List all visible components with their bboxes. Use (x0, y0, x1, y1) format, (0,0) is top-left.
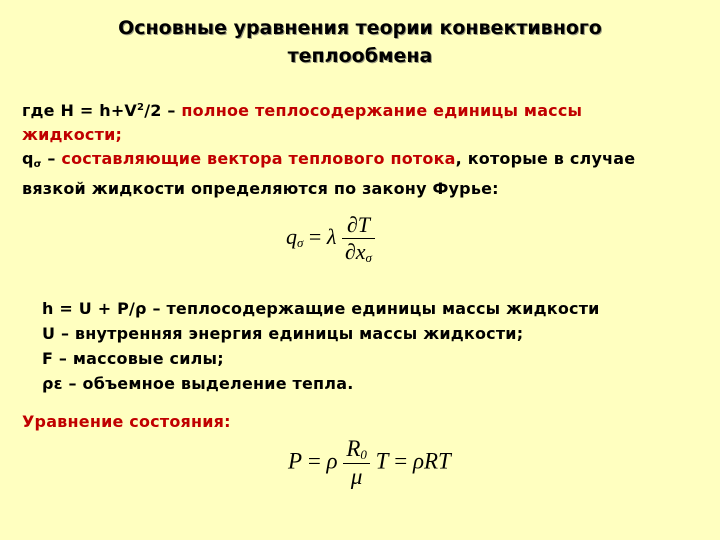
fourier-fraction (342, 212, 375, 266)
state-p: P (288, 448, 303, 474)
intro-line-1 (22, 96, 712, 123)
state-equals-1: = (302, 448, 327, 474)
intro-paragraph (22, 96, 712, 201)
intro-line-4: вязкой жидкости определяются по закону Фурье: (22, 179, 499, 198)
superscript-2: 2 (137, 102, 145, 113)
title-line-1: Основные уравнения теории конвективного (118, 17, 602, 39)
state-formula (288, 436, 451, 490)
fourier-den-main: ∂x (344, 239, 366, 264)
fourier-numerator: ∂T (342, 212, 375, 239)
definition-u: U – внутренняя энергия единицы массы жидкости; (42, 324, 524, 343)
state-numerator (343, 436, 370, 464)
fourier-denominator (342, 239, 375, 266)
fourier-q-sub: σ (297, 235, 304, 251)
state-fraction (343, 436, 370, 490)
fourier-equals: = (303, 224, 327, 250)
state-r: R (346, 436, 361, 461)
heat-flux-rest: , которые в случае (455, 149, 636, 168)
state-equals-2: = (388, 448, 413, 474)
heat-flux-dash: – (41, 149, 62, 168)
state-t: T (375, 448, 389, 474)
intro-line-3 (22, 147, 712, 177)
state-equation-label: Уравнение состояния: (22, 412, 231, 431)
state-denominator: μ (350, 464, 363, 489)
state-rhs: ρRT (412, 448, 451, 474)
state-r-sub: 0 (360, 447, 367, 462)
definition-h: h = U + P/ρ – теплосодержащие единицы массы жидкости (42, 299, 600, 318)
state-rho: ρ (326, 448, 338, 474)
heat-flux-symbol: q (22, 149, 34, 168)
slide-title (0, 14, 720, 70)
enthalpy-description: полное теплосодержание единицы массы (181, 101, 583, 120)
enthalpy-dash: /2 – (144, 101, 182, 120)
definition-rho-epsilon: ρε – объемное выделение тепла. (42, 374, 354, 393)
fourier-q: q (286, 224, 297, 250)
title-line-2: теплообмена (287, 45, 433, 67)
definition-f: F – массовые силы; (42, 349, 224, 368)
fourier-formula (286, 212, 375, 266)
definitions-list (42, 296, 712, 396)
intro-line-2: жидкости; (22, 125, 123, 144)
fourier-den-sub: σ (365, 250, 372, 265)
fourier-lambda: λ (326, 224, 337, 250)
heat-flux-description: составляющие вектора теплового потока (61, 149, 456, 168)
sigma-subscript: σ (33, 159, 42, 170)
enthalpy-definition: где H = h+V (22, 101, 138, 120)
